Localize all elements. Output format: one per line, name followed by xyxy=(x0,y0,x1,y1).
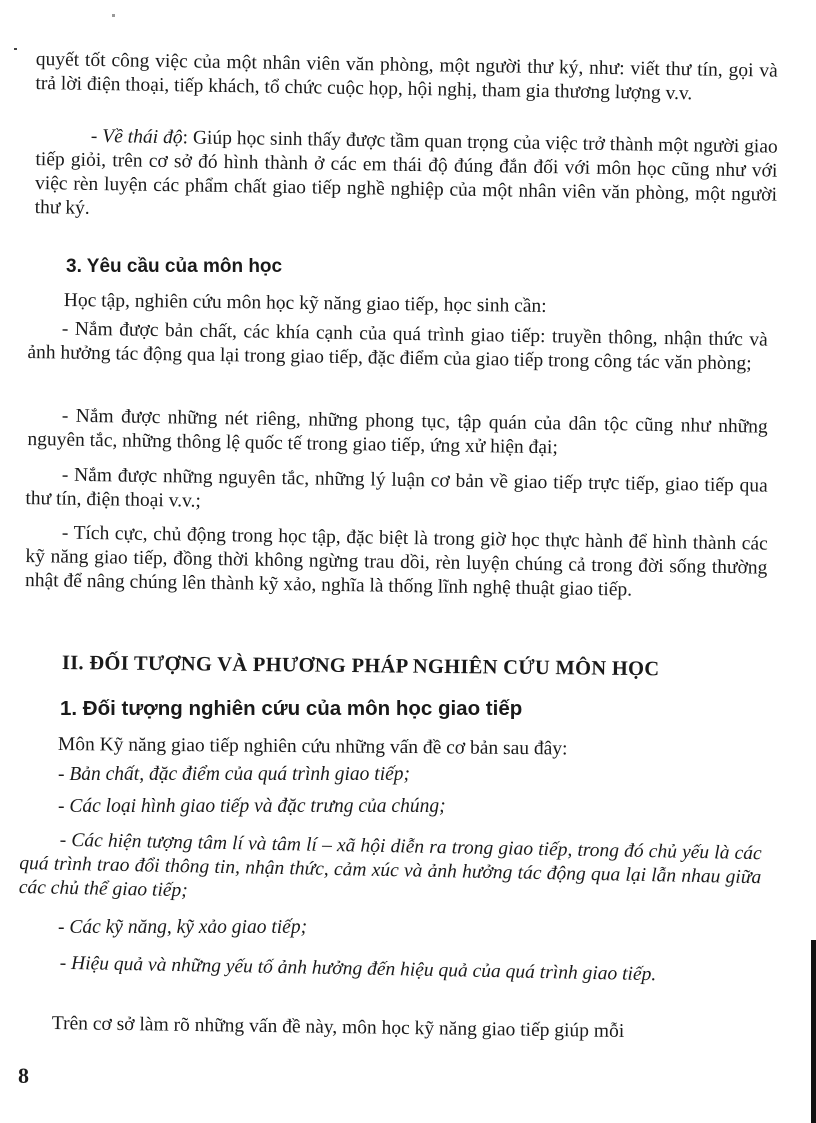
paragraph-requirement-1: - Nắm được bản chất, các khía cạnh của quá trình giao tiếp: truyền thông, nhận thức và ảnh hưởng tác động qua lại trong giao tiếp, đặc điểm của giao tiếp trong công tác văn phòng; xyxy=(27,318,768,375)
heading-requirements: 3. Yêu cầu của môn học xyxy=(66,256,283,277)
paragraph-continuation: quyết tốt công việc của một nhân viên văn phòng, một người thư ký, như: viết thư tín, gọi và trả lời điện thoại, tiếp khách, tổ chức cuộc họp, hội nghị, tham gia thương lượng v.v. xyxy=(35,48,778,105)
section-heading: II. ĐỐI TƯỢNG VÀ PHƯƠNG PHÁP NGHIÊN CỨU MÔN HỌC xyxy=(61,652,660,681)
paragraph-object-intro: Môn Kỹ năng giao tiếp nghiên cứu những vấn đề cơ bản sau đây: xyxy=(57,733,568,760)
paragraph-requirement-2: - Nắm được những nét riêng, những phong tục, tập quán của dân tộc cũng như những nguyên tắc, những thông lệ quốc tế trong giao tiếp, ứng xử hiện đại; xyxy=(27,405,768,459)
list-item: - Bản chất, đặc điểm của quá trình giao tiếp; xyxy=(58,764,411,785)
list-item: - Hiệu quả và những yếu tố ảnh hưởng đến hiệu quả của quá trình giao tiếp. xyxy=(59,952,657,986)
attitude-label: - Về thái độ xyxy=(90,125,183,149)
scan-mark xyxy=(14,48,17,50)
paragraph-requirement-4: - Tích cực, chủ động trong học tập, đặc biệt là trong giờ học thực hành để hình thành các kỹ năng giao tiếp, đồng thời không ngừng trau dồi, rèn luyện chúng cả trong đời sống thường nhật để nâng chúng lên thành kỹ xảo, nghĩa là thống lĩnh nghệ thuật giao tiếp. xyxy=(24,522,768,601)
paragraph-attitude xyxy=(34,124,777,232)
list-item: - Các hiện tượng tâm lí và tâm lí – xã hội diễn ra trong giao tiếp, trong đó chủ yếu là các quá trình trao đổi thông tin, nhận thức, cảm xúc và ảnh hưởng tác động qua lại lẫn nhau giữa các chủ thể giao tiếp; xyxy=(18,829,762,902)
heading-object: 1. Đối tượng nghiên cứu của môn học giao tiếp xyxy=(60,697,523,720)
paragraph-requirement-3: - Nắm được những nguyên tắc, những lý luận cơ bản về giao tiếp trực tiếp, giao tiếp qua thư tín, điện thoại v.v.; xyxy=(25,464,768,512)
paragraph-requirements-intro: Học tập, nghiên cứu môn học kỹ năng giao tiếp, học sinh cần: xyxy=(63,289,547,317)
list-item: - Các kỹ năng, kỹ xảo giao tiếp; xyxy=(58,917,308,938)
list-item: - Các loại hình giao tiếp và đặc trưng của chúng; xyxy=(58,796,446,817)
scan-edge xyxy=(811,940,816,1123)
paragraph-closing: Trên cơ sở làm rõ những vấn đề này, môn học kỹ năng giao tiếp giúp mỗi xyxy=(51,1012,625,1042)
attitude-text: : Giúp học sinh thấy được tầm quan trọng của việc trở thành một người giao tiếp giỏi, trên cơ sở đó hình thành ở các em thái độ đúng đắn đối với môn học cũng như với việc rèn luyện các phẩm chất giao tiếp nghề nghiệp của một nhân viên văn phòng, một người thư ký. xyxy=(34,127,778,219)
scan-mark xyxy=(112,14,115,17)
page-number: 8 xyxy=(18,1063,29,1088)
